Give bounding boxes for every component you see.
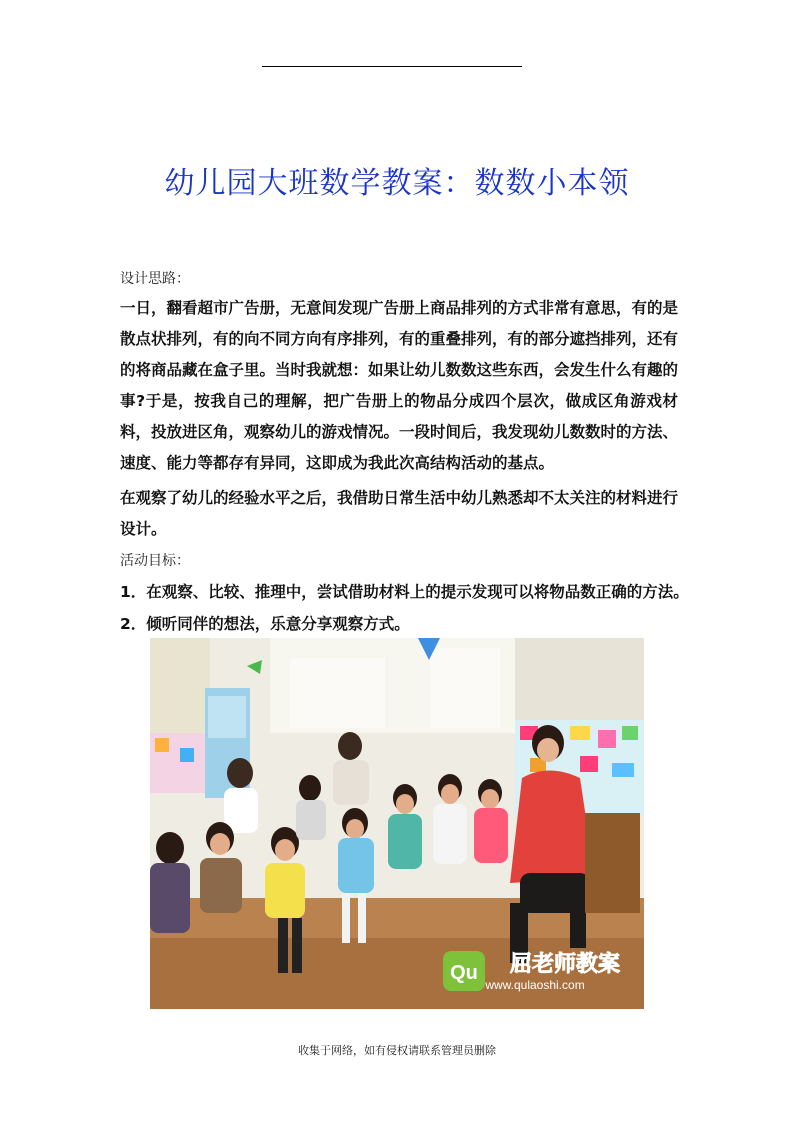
watermark-url: www.qulaoshi.com: [485, 978, 585, 992]
goal-item-2: 2．倾听同伴的想法，乐意分享观察方式。: [120, 615, 410, 633]
page-footer: 收集于网络，如有侵权请联系管理员删除: [298, 1044, 496, 1057]
goal-item-1: 1．在观察、比较、推理中，尝试借助材料上的提示发现可以将物品数正确的方法。: [120, 583, 689, 601]
design-paragraph-1: 一日，翻看超市广告册，无意间发现广告册上商品排列的方式非常有意思，有的是散点状排列，有的向不同方向有序排列，有的重叠排列，有的部分遮挡排列，还有的将商品藏在盒子里。当时我就想：如果让幼儿数数这些东西，会发生什么有趣的事?于是，按我自己的理解，把广告册上的物品分成四个层次，做成区角游戏材料，投放进区角，观察幼儿的游戏情况。一段时间后，我发现幼儿数数时的方法、速度、能力等都存有异同，这即成为我此次高结构活动的基点。: [120, 299, 679, 472]
classroom-scene: [150, 638, 644, 1009]
header-rule: [262, 66, 522, 67]
design-paragraph-2: 在观察了幼儿的经验水平之后，我借助日常生活中幼儿熟悉却不太关注的材料进行设计。: [120, 489, 679, 538]
watermark-brand: 屈老师教案: [509, 952, 621, 977]
watermark-logo-text: Qu: [450, 962, 478, 984]
page-title: 幼儿园大班数学教案：数数小本领: [164, 166, 630, 201]
classroom-photo: [150, 638, 644, 1009]
section-heading-goals: 活动目标：: [120, 553, 190, 569]
section-heading-design: 设计思路：: [120, 271, 190, 287]
